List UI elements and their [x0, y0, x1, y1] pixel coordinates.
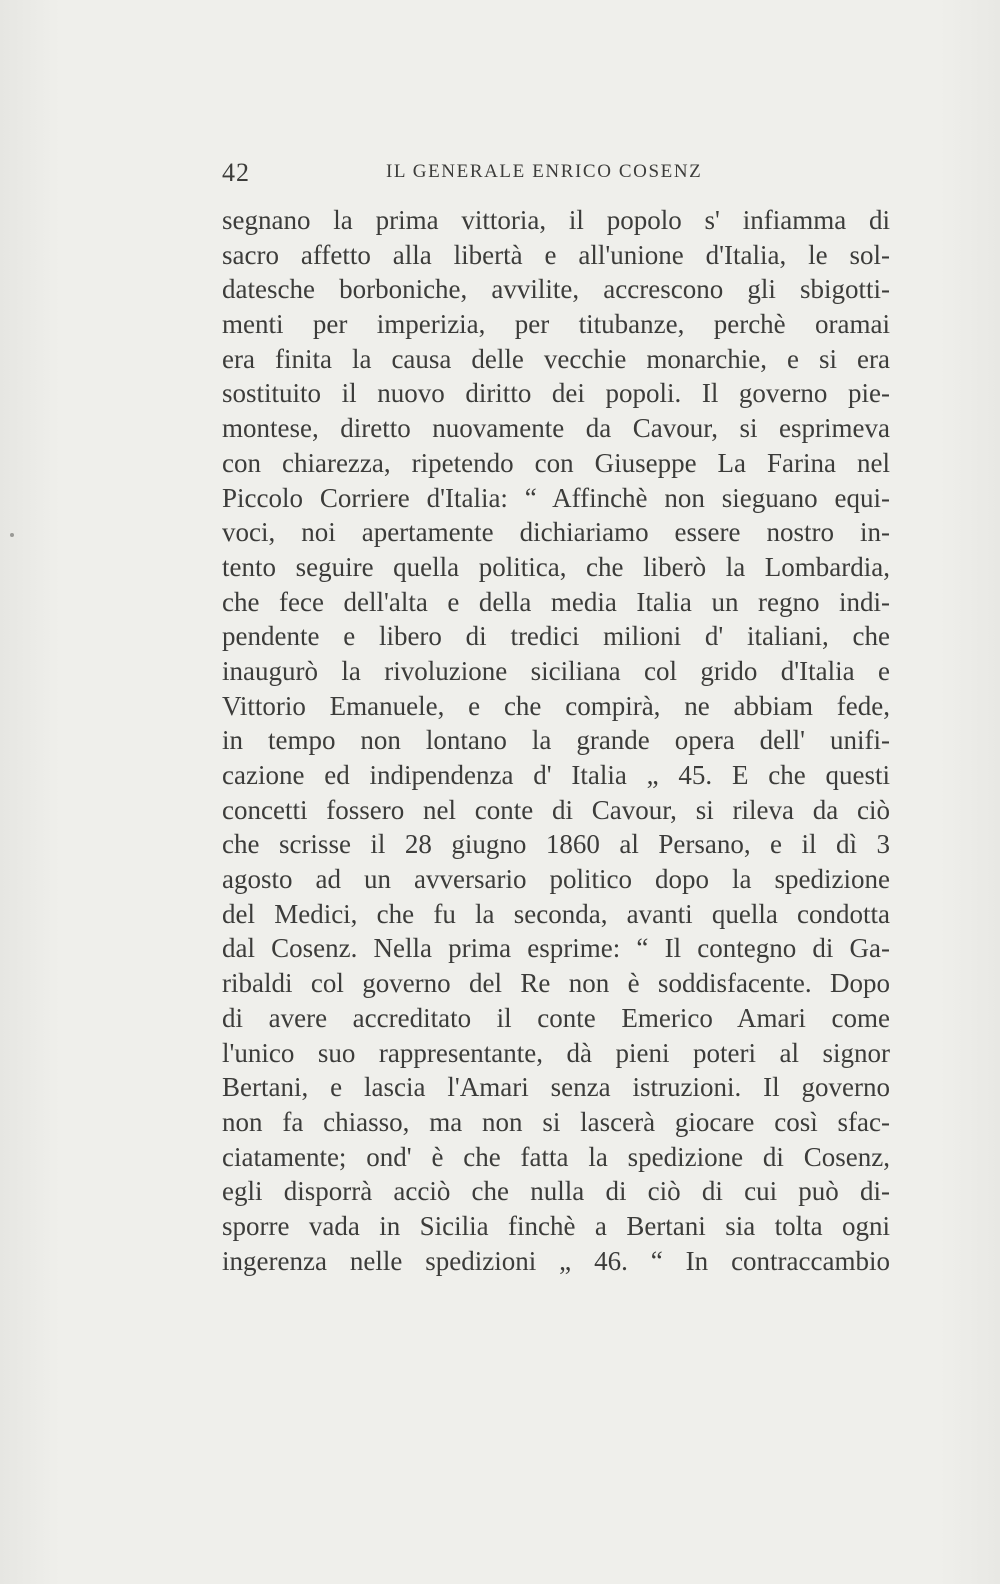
text-line: egli disporrà acciò che nulla di ciò di cui può di- — [222, 1176, 890, 1207]
text-line: ciatamente; ond' è che fatta la spedizione di Cosenz, — [222, 1141, 890, 1172]
text-line: segnano la prima vittoria, il popolo s' infiamma di — [222, 205, 890, 235]
text-line: sacro affetto alla libertà e all'unione d'Italia, le sol- — [222, 239, 890, 270]
text-line: montese, diretto nuovamente da Cavour, si esprimeva — [222, 413, 890, 444]
text-line: cazione ed indipendenza d' Italia „ 45. E che questi — [222, 760, 890, 790]
text-line: del Medici, che fu la seconda, avanti quella condotta — [222, 898, 890, 929]
margin-speck — [10, 533, 14, 537]
text-line: Piccolo Corriere d'Italia: “ Affinchè non sieguano equi- — [222, 482, 890, 513]
text-line: inaugurò la rivoluzione siciliana col grido d'Italia e — [222, 655, 890, 686]
text-line: tento seguire quella politica, che liberò la Lombardia, — [222, 551, 890, 582]
text-line: non fa chiasso, ma non si lascerà giocare così sfac- — [222, 1106, 890, 1137]
text-line: sostituito il nuovo diritto dei popoli. Il governo pie- — [222, 378, 890, 409]
running-head — [222, 158, 894, 194]
text-line: era finita la causa delle vecchie monarchie, e si era — [222, 343, 890, 374]
text-line: con chiarezza, ripetendo con Giuseppe La Farina nel — [222, 447, 890, 478]
text-line: menti per imperizia, per titubanze, perchè oramai — [222, 309, 890, 340]
text-line: che scrisse il 28 giugno 1860 al Persano, e il dì 3 — [222, 829, 890, 860]
text-line: di avere accreditato il conte Emerico Amari come — [222, 1002, 890, 1033]
text-line: pendente e libero di tredici milioni d' italiani, che — [222, 621, 890, 652]
running-head-title: IL GENERALE ENRICO COSENZ — [386, 161, 703, 182]
text-line: ribaldi col governo del Re non è soddisfacente. Dopo — [222, 968, 890, 999]
text-line: l'unico suo rappresentante, dà pieni poteri al signor — [222, 1037, 890, 1068]
text-line: sporre vada in Sicilia finchè a Bertani sia tolta ogni — [222, 1210, 890, 1241]
text-line: Bertani, e lascia l'Amari senza istruzioni. Il governo — [222, 1072, 890, 1103]
text-line: voci, noi apertamente dichiariamo essere nostro in- — [222, 517, 890, 548]
text-line: Vittorio Emanuele, e che compirà, ne abbiam fede, — [222, 690, 890, 721]
text-line: ingerenza nelle spedizioni „ 46. “ In contraccambio — [222, 1245, 890, 1276]
text-line: concetti fossero nel conte di Cavour, si rileva da ciò — [222, 794, 890, 825]
text-line: in tempo non lontano la grande opera dell' unifi- — [222, 725, 890, 756]
text-line: dal Cosenz. Nella prima esprime: “ Il contegno di Ga- — [222, 933, 890, 964]
page-number: 42 — [222, 158, 250, 187]
text-line: che fece dell'alta e della media Italia un regno indi- — [222, 586, 890, 617]
text-line: datesche borboniche, avvilite, accrescono gli sbigotti- — [222, 274, 890, 305]
body-text — [222, 203, 890, 1278]
text-line: agosto ad un avversario politico dopo la spedizione — [222, 864, 890, 895]
